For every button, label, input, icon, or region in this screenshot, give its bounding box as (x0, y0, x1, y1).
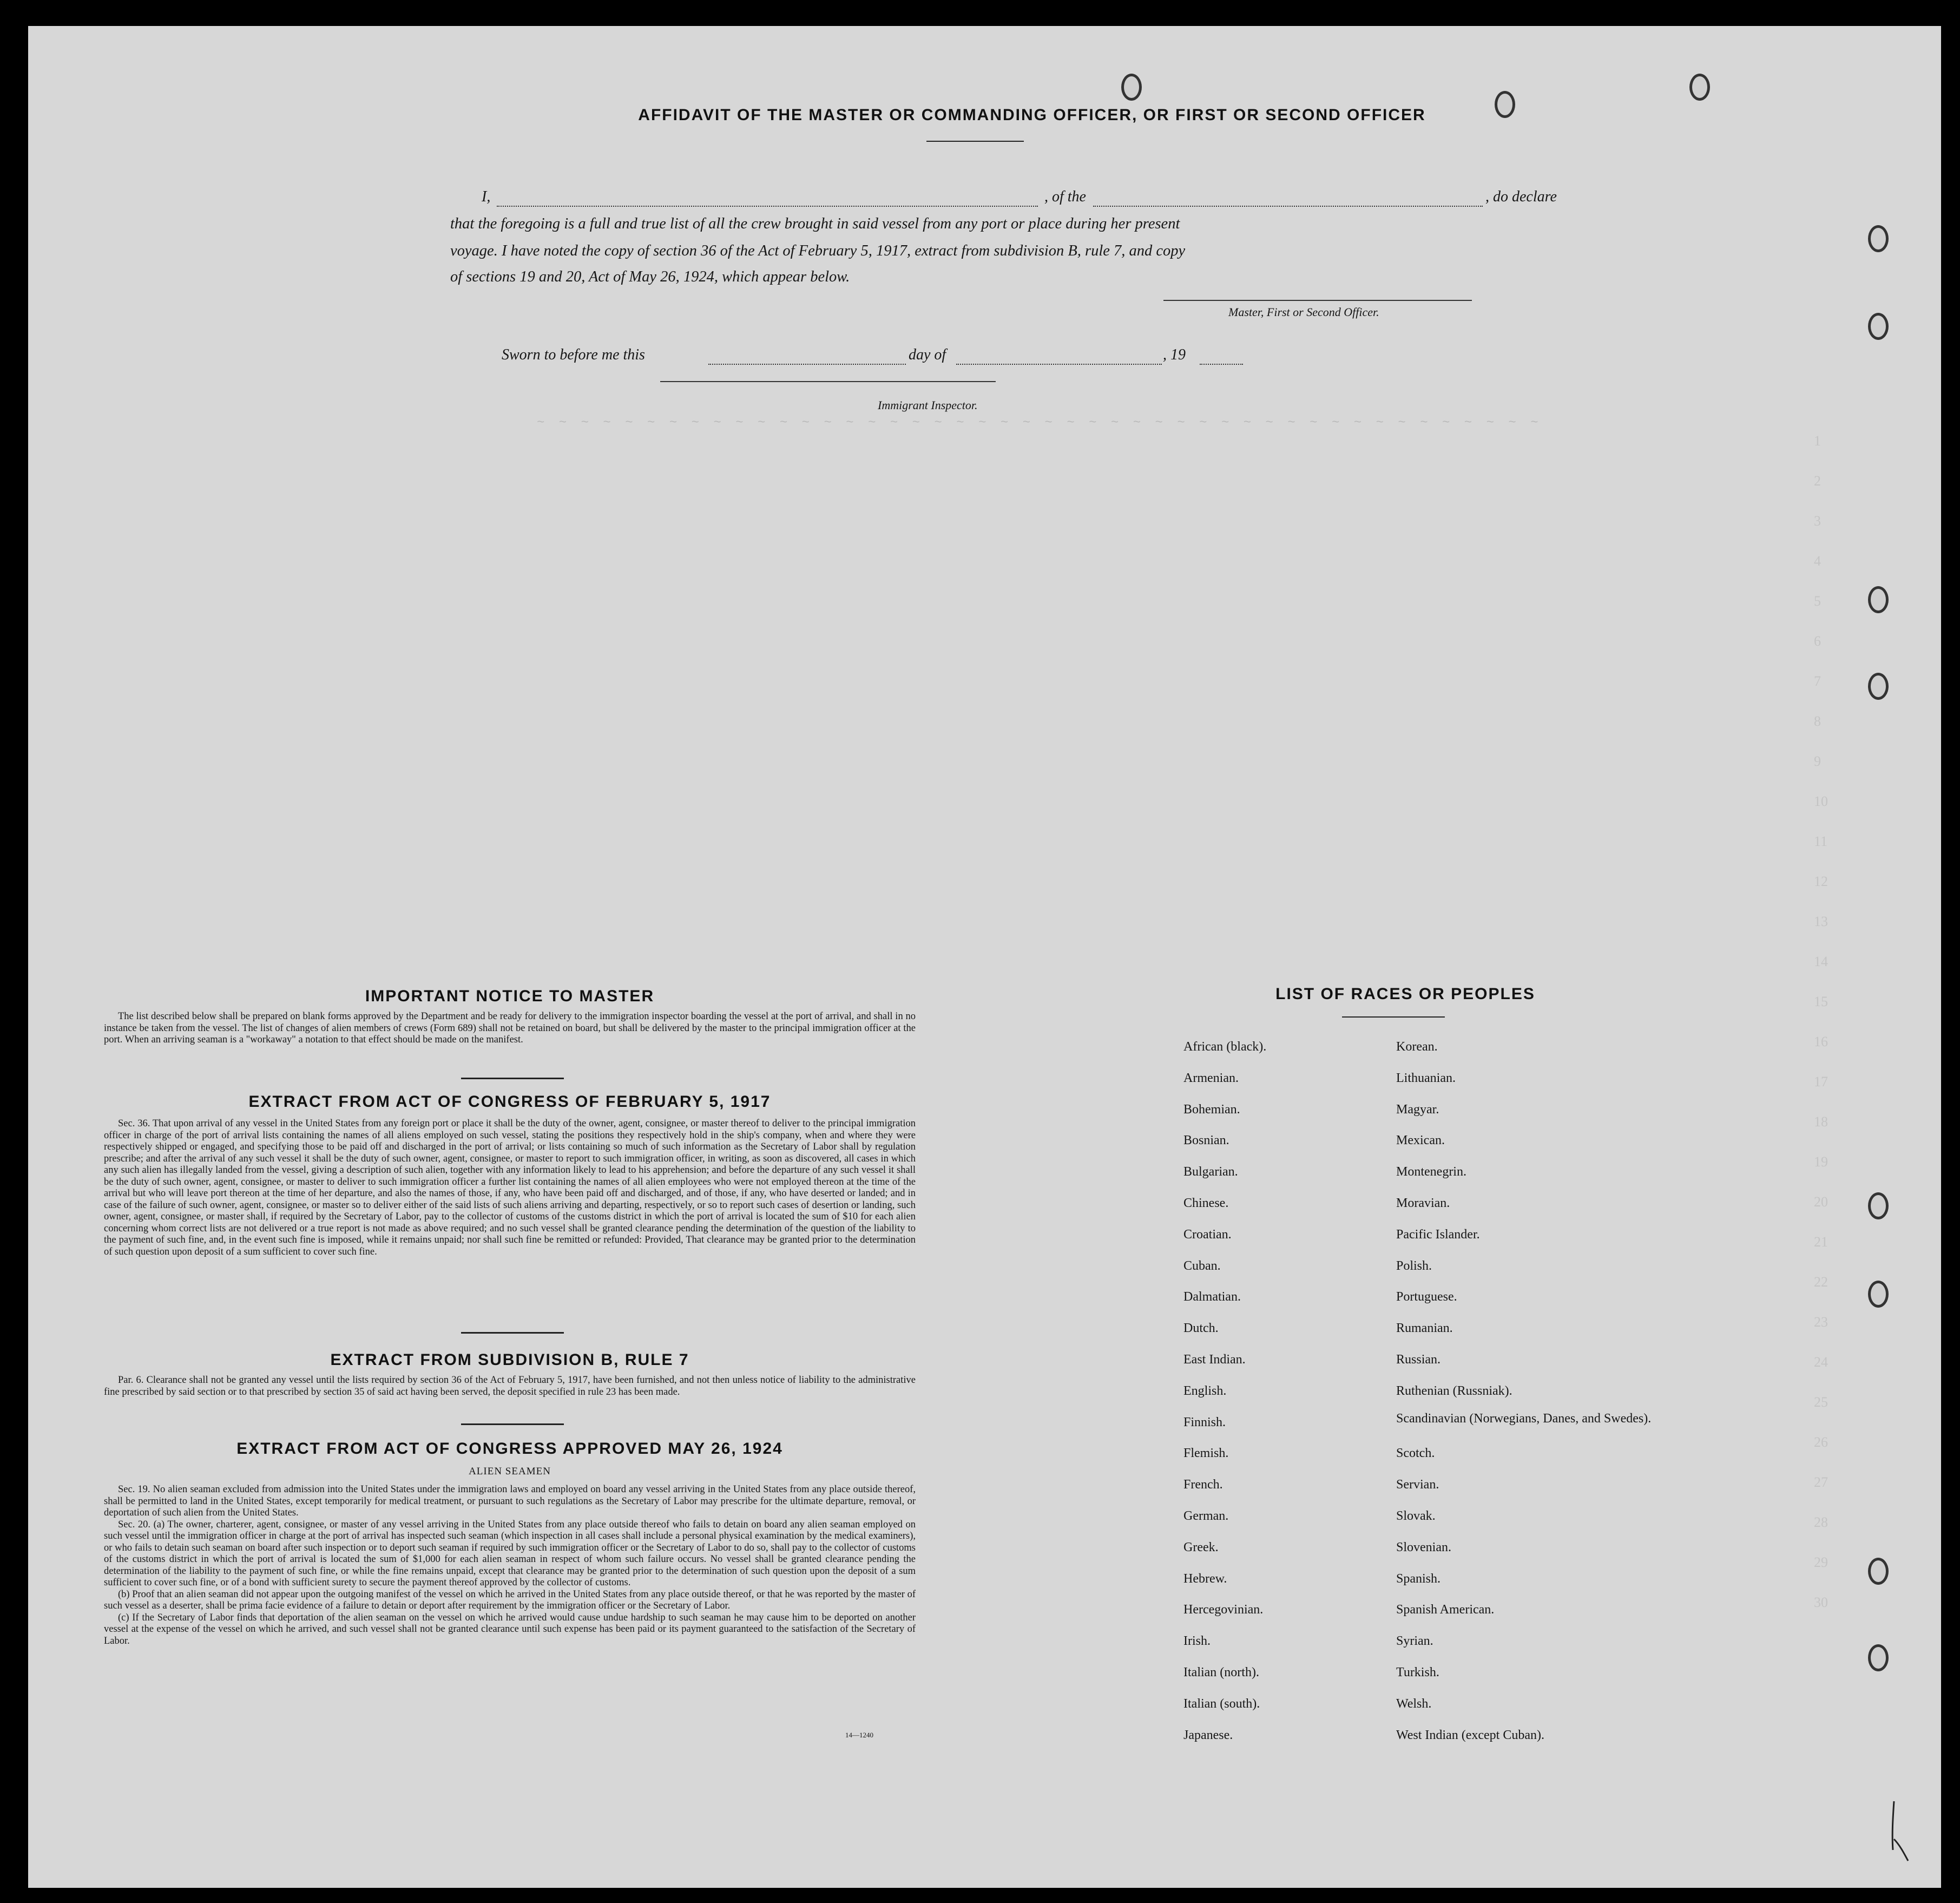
race-item: Croatian. (1183, 1227, 1232, 1242)
race-item: Portuguese. (1396, 1290, 1457, 1304)
race-item: Montenegrin. (1396, 1165, 1466, 1179)
affidavit-of-the: , of the (1044, 188, 1086, 205)
race-item: Bosnian. (1183, 1133, 1229, 1148)
sec-36-paragraph: Sec. 36. That upon arrival of any vessel in the United States from any foreign port or place it shall be the duty of the owner, agent, consignee, or master thereof to deliver to the principal immigration officer in charge of the port of arrival lists containing the names of all aliens employed on such vessel, stating the positions they respectively hold in the ship's company, when and where they were respectively shipped or engaged, and specifying those to be paid off and discharged in the port of arrival; or lists containing so much of such information as the Secretary of Labor shall by regulation prescribe; and after the arrival of any such vessel it shall be the duty of such owner, agent, consignee, or master to report to such immigration officer, in writing, as soon as discovered, all cases in which any such alien has illegally landed from the vessel, giving a description of such alien, together with any information likely to lead to his apprehension; and before the departure of any such vessel it shall be the duty of such owner, agent, consignee, or master to deliver to such immigration officer a further list containing the names of all alien employees who were not employed thereon at the time of the arrival but who will leave port thereon at the time of her departure, and also the names of those, if any, who have been paid off and discharged, and of those, if any, who have deserted or landed; and in case of the failure of such owner, agent, consignee, or master so to deliver either of the said lists of such aliens arriving and departing, respectively, or so to report such cases of desertion or landing, such owner, agent, consignee, or master shall, if required by the Secretary of Labor, pay to the collector of customs of the customs district in which the port of arrival is located the sum of $10 for each alien concerning whom correct lists are not delivered or a true report is not made as above required; and no such vessel shall be granted clearance pending the determination of the question of the liability to the payment of such fine, and, in the event such fine is imposed, while it remains unpaid; nor shall such fine be remitted or refunded: Provided, That clearance may be granted prior to the determination of such question upon deposit of a sum sufficient to cover such fine. (104, 1118, 916, 1257)
race-item: English. (1183, 1383, 1227, 1398)
affidavit-declare: , do declare (1485, 188, 1557, 205)
race-item: Scotch. (1396, 1446, 1435, 1461)
inspector-signature-line (660, 381, 996, 382)
race-item: Ruthenian (Russniak). (1396, 1383, 1512, 1398)
race-item: Polish. (1396, 1258, 1432, 1273)
race-item: Turkish. (1396, 1665, 1439, 1679)
sec-20a-paragraph: Sec. 20. (a) The owner, charterer, agent, consignee, or master of any vessel arriving in the United States from any place outside thereof who fails to detain on board any alien seaman employed on such vessel until the immigration officer in charge at the port of arrival has inspected such seaman (which inspection in all cases shall include a personal physical examination by the medical examiners), or who fails to detain such seaman on board after such inspection or to deport such seaman if required by such immigration officer or the Secretary of Labor to do so, shall pay to the collector of customs of the customs district in which the port of arrival is located the sum of $1,000 for each alien seaman in respect of whom such failure occurs. No vessel shall be granted clearance pending the determination of the liability to the payment of such fine, or while the fine remains unpaid, except that clearance may be granted prior to the determination of such question upon the deposit of a sum sufficient to cover such fine, or of a bond with sufficient surety to secure the payment thereof approved by the collector of customs. (104, 1519, 916, 1588)
sworn-day-blank (708, 364, 906, 365)
race-item: African (black). (1183, 1040, 1267, 1054)
race-item: French. (1183, 1478, 1223, 1492)
form-number: 14—1240 (845, 1731, 873, 1739)
extract-rule7-body (104, 1375, 916, 1398)
sec-20c-paragraph: (c) If the Secretary of Labor finds that deportation of the alien seaman on the vessel on which he arrived would cause undue hardship to such seaman he may cause him to be deported on another vessel at the expense of the vessel on which he arrived, and such vessel shall not be granted clearance until such expense has been paid or its payment guaranteed to the satisfaction of the Secretary of Labor. (104, 1612, 916, 1646)
race-item: Hercegovinian. (1183, 1603, 1264, 1617)
punch-hole (1868, 225, 1889, 252)
race-item: Korean. (1396, 1040, 1438, 1054)
race-item: Spanish American. (1396, 1603, 1495, 1617)
punch-hole (1868, 1558, 1889, 1585)
divider (461, 1423, 564, 1425)
sworn-line (502, 346, 1275, 368)
bleed-through-margin-numbers: 1 2 3 4 5 6 7 8 9 10 11 12 13 14 15 16 17 18 19 20 21 22 23 24 25 26 27 28 29 30 (1814, 433, 1828, 1610)
affidavit-title: AFFIDAVIT OF THE MASTER OR COMMANDING OFFICER, OR FIRST OR SECOND OFFICER (638, 106, 1426, 124)
race-item: West Indian (except Cuban). (1396, 1728, 1544, 1742)
race-item: Syrian. (1396, 1634, 1433, 1649)
divider (926, 141, 1024, 142)
sworn-year-blank (1200, 364, 1243, 365)
master-signature-line (1163, 300, 1472, 301)
affidavit-line-2: that the foregoing is a full and true list of all the crew brought in said vessel from any port or place during her present (450, 215, 1180, 232)
race-item: Greek. (1183, 1540, 1219, 1554)
punch-hole (1121, 74, 1142, 101)
punch-hole (1868, 313, 1889, 340)
extract-1917-title: EXTRACT FROM ACT OF CONGRESS OF FEBRUARY 5, 1917 (248, 1093, 771, 1111)
race-item: Russian. (1396, 1352, 1441, 1367)
race-item: Servian. (1396, 1478, 1439, 1492)
race-item: Finnish. (1183, 1415, 1226, 1429)
handwritten-mark (1884, 1790, 1917, 1866)
extract-1917-body (104, 1118, 916, 1258)
race-item: Lithuanian. (1396, 1071, 1456, 1085)
affidavit-i: I, (482, 188, 491, 205)
race-item: Slovenian. (1396, 1540, 1451, 1554)
races-column-2 (1396, 1037, 1667, 1756)
year-text: , 19 (1163, 346, 1186, 363)
race-item: Italian (south). (1183, 1696, 1260, 1711)
divider (1342, 1016, 1445, 1018)
race-item: Bulgarian. (1183, 1165, 1238, 1179)
document-page (28, 26, 1941, 1888)
day-of-text: day of (909, 346, 946, 363)
sec-20b-paragraph: (b) Proof that an alien seaman did not appear upon the outgoing manifest of the vessel on which he arrived in the United States from any place outside thereof, or that he was reported by the master of such vessel as a deserter, shall be prima facie evidence of a failure to detain or deport after requirement by the immigration officer or the Secretary of Labor. (104, 1589, 916, 1611)
punch-hole (1868, 673, 1889, 700)
race-item: East Indian. (1183, 1352, 1246, 1367)
race-item: Rumanian. (1396, 1321, 1453, 1336)
affidavit-line-1 (482, 188, 1569, 210)
sec-19-paragraph: Sec. 19. No alien seaman excluded from admission into the United States under the immigration laws and employed on board any vessel arriving in the United States from any place outside thereof, shall be permitted to land in the United States, except temporarily for medical treatment, or pursuant to such regulations as the Secretary of Labor may prescribe for the ultimate departure, removal, or deportation of such alien from the United States. (104, 1484, 916, 1518)
race-item: Magyar. (1396, 1102, 1439, 1117)
race-item: Italian (north). (1183, 1665, 1259, 1679)
notice-paragraph: The list described below shall be prepared on blank forms approved by the Department and be ready for delivery to the immigration inspector boarding the vessel at the port of arrival, and shall in no instance be taken from the vessel. The list of changes of alien members of crews (Form 689) shall not be retained on board, but shall be delivered by the master to the principal immigration officer at the port. When an arriving seaman is a "workaway" a notation to that effect should be made on the manifest. (104, 1011, 916, 1045)
vessel-blank (1093, 206, 1483, 207)
race-item: Cuban. (1183, 1258, 1221, 1273)
race-item: Flemish. (1183, 1446, 1229, 1461)
punch-hole (1495, 91, 1515, 118)
punch-hole (1868, 586, 1889, 613)
par-6-paragraph: Par. 6. Clearance shall not be granted any vessel until the lists required by section 36 of the Act of February 5, 1917, have been furnished, and not then unless notice of liability to the administrative fine prescribed by said section or to that prescribed by section 35 of said act having been served, the deposit specified in rule 23 has been made. (104, 1375, 916, 1397)
race-item: German. (1183, 1508, 1229, 1523)
inspector-caption: Immigrant Inspector. (878, 398, 978, 412)
extract-1924-title: EXTRACT FROM ACT OF CONGRESS APPROVED MAY 26, 1924 (236, 1440, 783, 1458)
race-item: Dutch. (1183, 1321, 1219, 1336)
race-item: Mexican. (1396, 1133, 1445, 1148)
race-item: Slovak. (1396, 1508, 1436, 1523)
race-item: Bohemian. (1183, 1102, 1240, 1117)
extract-1924-body (104, 1484, 916, 1647)
race-item: Spanish. (1396, 1571, 1441, 1586)
races-column-1 (1183, 1037, 1389, 1756)
notice-title: IMPORTANT NOTICE TO MASTER (365, 987, 655, 1005)
race-item: Armenian. (1183, 1071, 1239, 1085)
sworn-text: Sworn to before me this (502, 346, 645, 363)
race-item: Dalmatian. (1183, 1290, 1241, 1304)
race-item: Japanese. (1183, 1728, 1233, 1742)
affidavit-line-3: voyage. I have noted the copy of section 36 of the Act of February 5, 1917, extract from subdivision B, rule 7, and copy (450, 242, 1186, 259)
race-item: Pacific Islander. (1396, 1227, 1480, 1242)
notice-body (104, 1011, 916, 1046)
punch-hole (1868, 1644, 1889, 1671)
divider (461, 1332, 564, 1334)
bleed-through-text: ~ ~ ~ ~ ~ ~ ~ ~ ~ ~ ~ ~ ~ ~ ~ ~ ~ ~ ~ ~ ~ ~ ~ ~ ~ ~ ~ ~ ~ ~ ~ ~ ~ ~ ~ ~ ~ ~ ~ ~ ~ ~ ~ ~ ~ ~ (537, 416, 1542, 430)
race-item: Irish. (1183, 1634, 1211, 1649)
races-title: LIST OF RACES OR PEOPLES (1275, 985, 1535, 1003)
race-item: Scandinavian (Norwegians, Danes, and Swedes). (1396, 1411, 1652, 1426)
affidavit-line-4: of sections 19 and 20, Act of May 26, 1924, which appear below. (450, 268, 850, 285)
punch-hole (1689, 74, 1710, 101)
race-item: Moravian. (1396, 1196, 1450, 1210)
race-item: Chinese. (1183, 1196, 1229, 1210)
punch-hole (1868, 1192, 1889, 1219)
sworn-month-blank (956, 364, 1162, 365)
master-caption: Master, First or Second Officer. (1228, 305, 1379, 319)
name-blank (497, 206, 1038, 207)
divider (461, 1078, 564, 1079)
race-item: Welsh. (1396, 1696, 1432, 1711)
extract-rule7-title: EXTRACT FROM SUBDIVISION B, RULE 7 (330, 1351, 689, 1369)
race-item: Hebrew. (1183, 1571, 1227, 1586)
alien-seamen-subtitle: ALIEN SEAMEN (469, 1466, 551, 1477)
punch-hole (1868, 1281, 1889, 1308)
